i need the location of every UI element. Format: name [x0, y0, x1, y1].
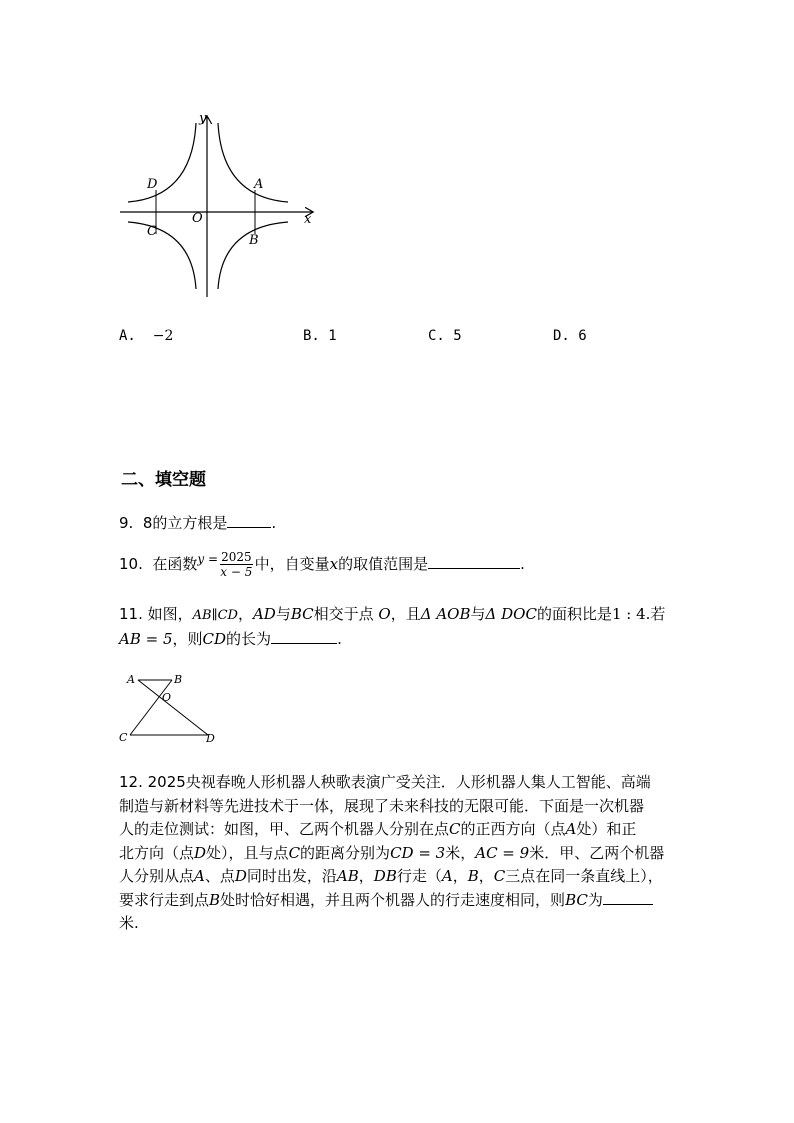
label-x: x: [304, 212, 312, 227]
label-c: C: [119, 731, 128, 744]
segment-bc: [130, 680, 172, 735]
choice-c: C. 5: [428, 328, 462, 344]
choice-b: B. 1: [303, 328, 337, 344]
hyperbola-graph: [110, 105, 320, 305]
label-a: A: [127, 673, 135, 686]
label-d: D: [206, 732, 215, 745]
label-a: A: [254, 177, 264, 192]
question-12: [119, 771, 679, 936]
question-11-line-2: AB = 5，则CD的长为 .: [119, 630, 342, 648]
branch-q2: [128, 123, 196, 202]
q12-line-1: 12. 2025央视春晚人形机器人秧歌表演广受关注．人形机器人集人工智能、高端: [119, 773, 651, 791]
label-d: D: [147, 177, 158, 192]
section-title: 二、填空题: [121, 470, 206, 490]
segment-ad: [138, 680, 208, 735]
fraction: $\frac{2025}{x - 5}$: [220, 550, 253, 579]
parallel-lines-figure: [112, 668, 222, 752]
q12-line-2: 制造与新材料等先进技术于一体，展现了未来科技的无限可能．下面是一次机器: [119, 796, 645, 815]
q12-line-6: 要求行走到点B处时恰好相遇，并且两个机器人的行走速度相同，则BC为: [119, 889, 679, 913]
label-b: B: [249, 233, 259, 248]
question-9: 9. 8的立方根是 .: [119, 514, 277, 532]
label-b: B: [174, 673, 183, 686]
branch-q3: [128, 222, 196, 289]
label-c: C: [147, 224, 157, 239]
choice-a: A. −2: [119, 328, 174, 344]
choice-d: D. 6: [553, 328, 587, 344]
answer-blank: [271, 629, 337, 644]
answer-blank: [428, 554, 520, 569]
label-o: O: [162, 691, 172, 704]
label-y: y: [199, 111, 207, 126]
answer-blank: [603, 890, 653, 905]
hyperbola-figure: [110, 105, 320, 309]
q12-line-4: 北方向（点D处），且与点C的距离分别为CD = 3米，AC = 9米．甲、乙两个机器: [119, 843, 665, 862]
question-10: 10. 在函数$^{y =}$ $\frac{2025}{x - 5}$ 中，自变量x的取值范围是 .: [119, 550, 525, 579]
answer-blank: [227, 513, 271, 528]
question-11-line-1: 11. 如图，AB∥CD，AD与BC相交于点 O，且Δ AOB与Δ DOC的面积比是1 : 4.若: [119, 605, 666, 623]
q12-line-7: 米.: [119, 914, 139, 932]
triangle-figure: [112, 668, 222, 748]
q12-line-3: 人的走位测试：如图，甲、乙两个机器人分别在点C的正西方向（点A处）和正: [119, 820, 637, 838]
branch-q1: [218, 123, 288, 202]
label-o: O: [192, 211, 203, 226]
q12-line-5: 人分别从点A、点D同时出发，沿AB，DB行走（A，B，C三点在同一条直线上），: [119, 867, 663, 885]
